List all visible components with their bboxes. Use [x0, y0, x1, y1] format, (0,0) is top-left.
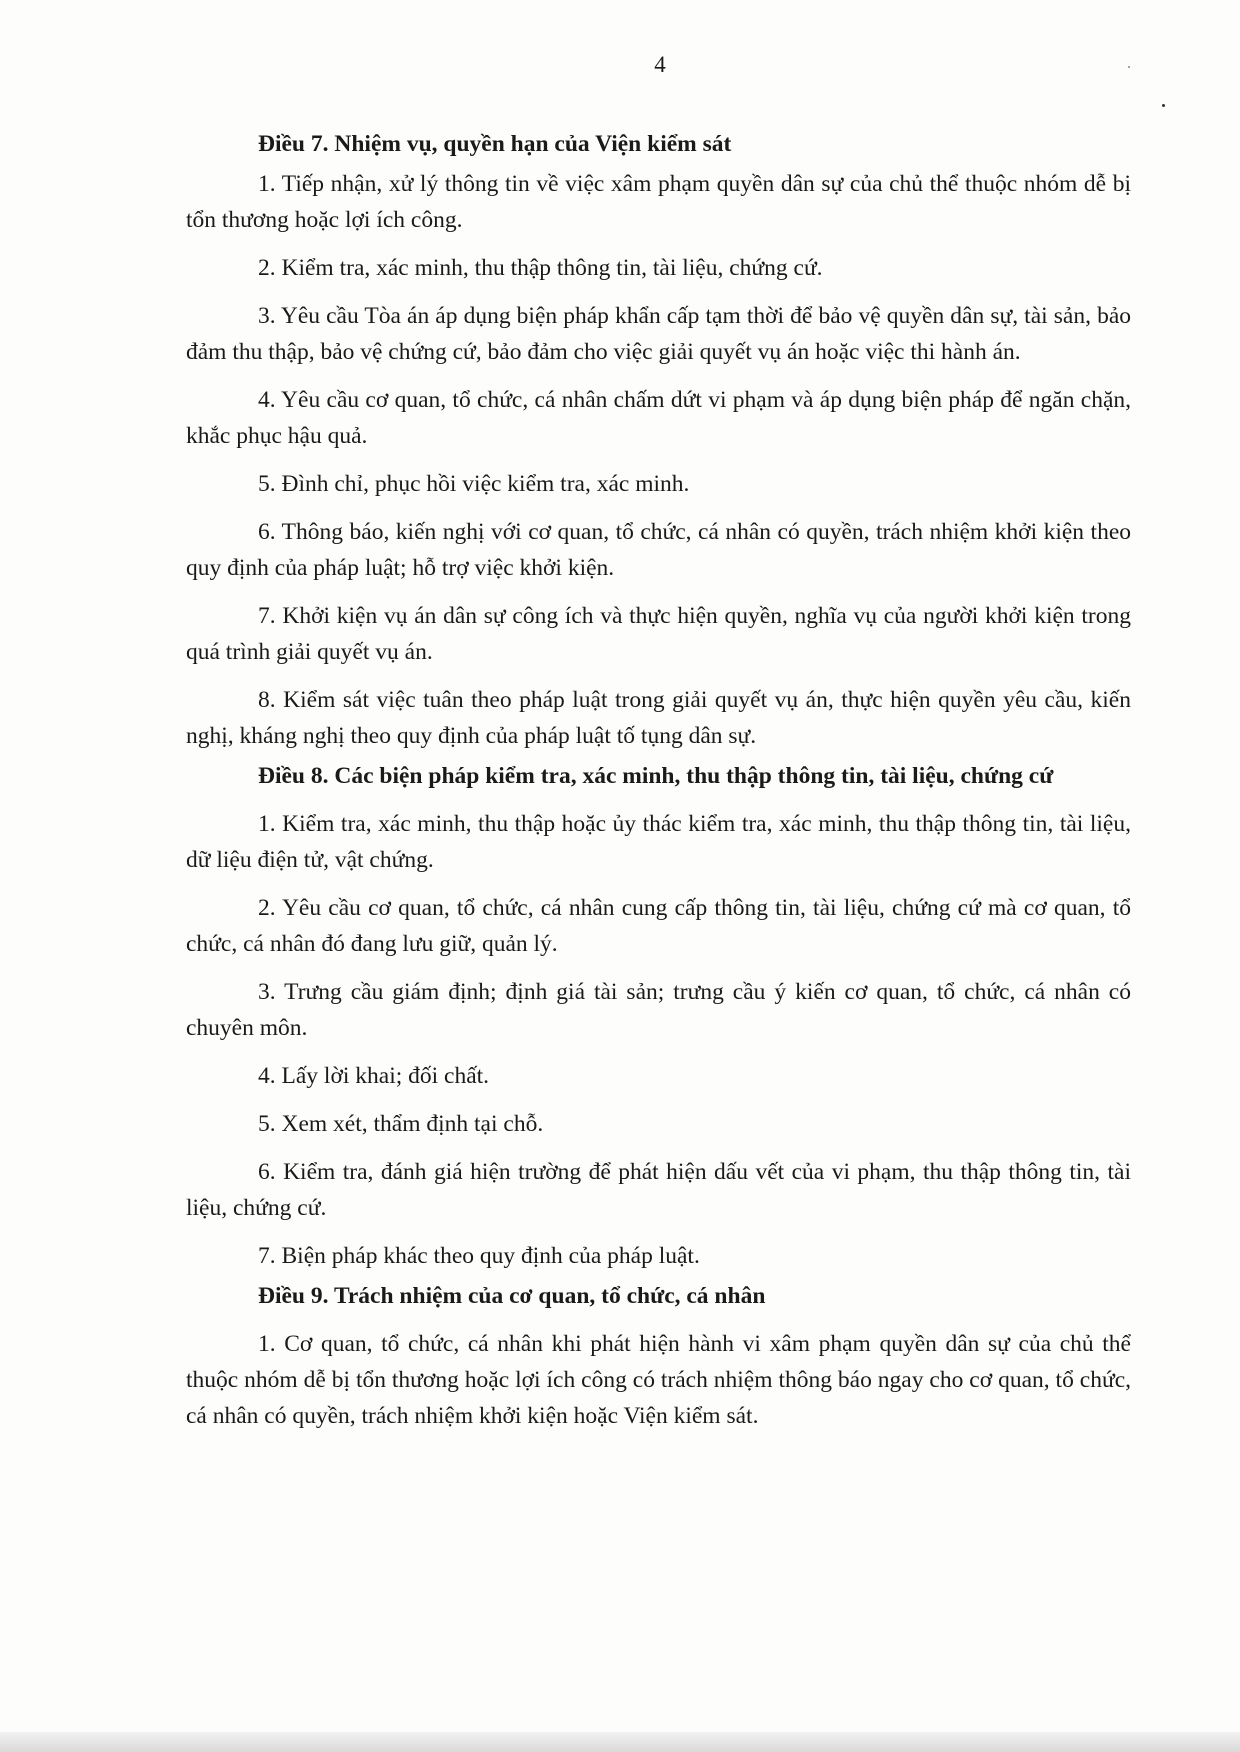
- article-8-item-6: 6. Kiểm tra, đánh giá hiện trường để phát hiện dấu vết của vi phạm, thu thập thông tin, tài liệu, chứng cứ.: [186, 1159, 1131, 1221]
- scan-bottom-edge: [0, 1732, 1240, 1752]
- document-body: [186, 126, 1131, 1434]
- article-8-item-1: 1. Kiểm tra, xác minh, thu thập hoặc ủy thác kiểm tra, xác minh, thu thập thông tin, tài liệu, dữ liệu điện tử, vật chứng.: [186, 811, 1131, 873]
- scan-speck: [1162, 104, 1165, 107]
- article-7-item-5: 5. Đình chỉ, phục hồi việc kiểm tra, xác minh.: [258, 471, 690, 497]
- article-7-item-8: 8. Kiểm sát việc tuân theo pháp luật trong giải quyết vụ án, thực hiện quyền yêu cầu, kiến nghị, kháng nghị theo quy định của pháp luật tố tụng dân sự.: [186, 687, 1131, 749]
- page-number: 4: [654, 52, 666, 77]
- article-7-item-3: 3. Yêu cầu Tòa án áp dụng biện pháp khẩn cấp tạm thời để bảo vệ quyền dân sự, tài sản, bảo đảm thu thập, bảo vệ chứng cứ, bảo đảm cho việc giải quyết vụ án hoặc việc thi hành án.: [186, 303, 1131, 365]
- article-7-item-1: 1. Tiếp nhận, xử lý thông tin về việc xâm phạm quyền dân sự của chủ thể thuộc nhóm dễ bị tổn thương hoặc lợi ích công.: [186, 171, 1131, 233]
- article-7-item-7: 7. Khởi kiện vụ án dân sự công ích và thực hiện quyền, nghĩa vụ của người khởi kiện trong quá trình giải quyết vụ án.: [186, 603, 1131, 665]
- article-8-heading: Điều 8. Các biện pháp kiểm tra, xác minh, thu thập thông tin, tài liệu, chứng cứ: [258, 763, 1054, 789]
- article-9-item-1: 1. Cơ quan, tổ chức, cá nhân khi phát hiện hành vi xâm phạm quyền dân sự của chủ thể thuộc nhóm dễ bị tổn thương hoặc lợi ích công có trách nhiệm thông báo ngay cho cơ quan, tổ chức, cá nhân có quyền, trách nhiệm khởi kiện hoặc Viện kiểm sát.: [186, 1331, 1131, 1429]
- article-7-item-4: 4. Yêu cầu cơ quan, tổ chức, cá nhân chấm dứt vi phạm và áp dụng biện pháp để ngăn chặn, khắc phục hậu quả.: [186, 387, 1131, 449]
- article-7-item-2: 2. Kiểm tra, xác minh, thu thập thông tin, tài liệu, chứng cứ.: [258, 255, 823, 281]
- article-8-item-2: 2. Yêu cầu cơ quan, tổ chức, cá nhân cung cấp thông tin, tài liệu, chứng cứ mà cơ quan, tổ chức, cá nhân đó đang lưu giữ, quản lý.: [186, 895, 1131, 957]
- article-8-item-5: 5. Xem xét, thẩm định tại chỗ.: [258, 1111, 544, 1137]
- article-8-item-3: 3. Trưng cầu giám định; định giá tài sản; trưng cầu ý kiến cơ quan, tổ chức, cá nhân có chuyên môn.: [186, 979, 1131, 1041]
- article-8-item-7: 7. Biện pháp khác theo quy định của pháp luật.: [258, 1243, 700, 1269]
- scan-speck: [1128, 66, 1130, 68]
- article-7-item-6: 6. Thông báo, kiến nghị với cơ quan, tổ chức, cá nhân có quyền, trách nhiệm khởi kiện theo quy định của pháp luật; hỗ trợ việc khởi kiện.: [186, 519, 1131, 581]
- article-8-item-4: 4. Lấy lời khai; đối chất.: [258, 1063, 490, 1089]
- article-7-heading: Điều 7. Nhiệm vụ, quyền hạn của Viện kiểm sát: [258, 131, 732, 157]
- article-9-heading: Điều 9. Trách nhiệm của cơ quan, tổ chức, cá nhân: [258, 1283, 766, 1309]
